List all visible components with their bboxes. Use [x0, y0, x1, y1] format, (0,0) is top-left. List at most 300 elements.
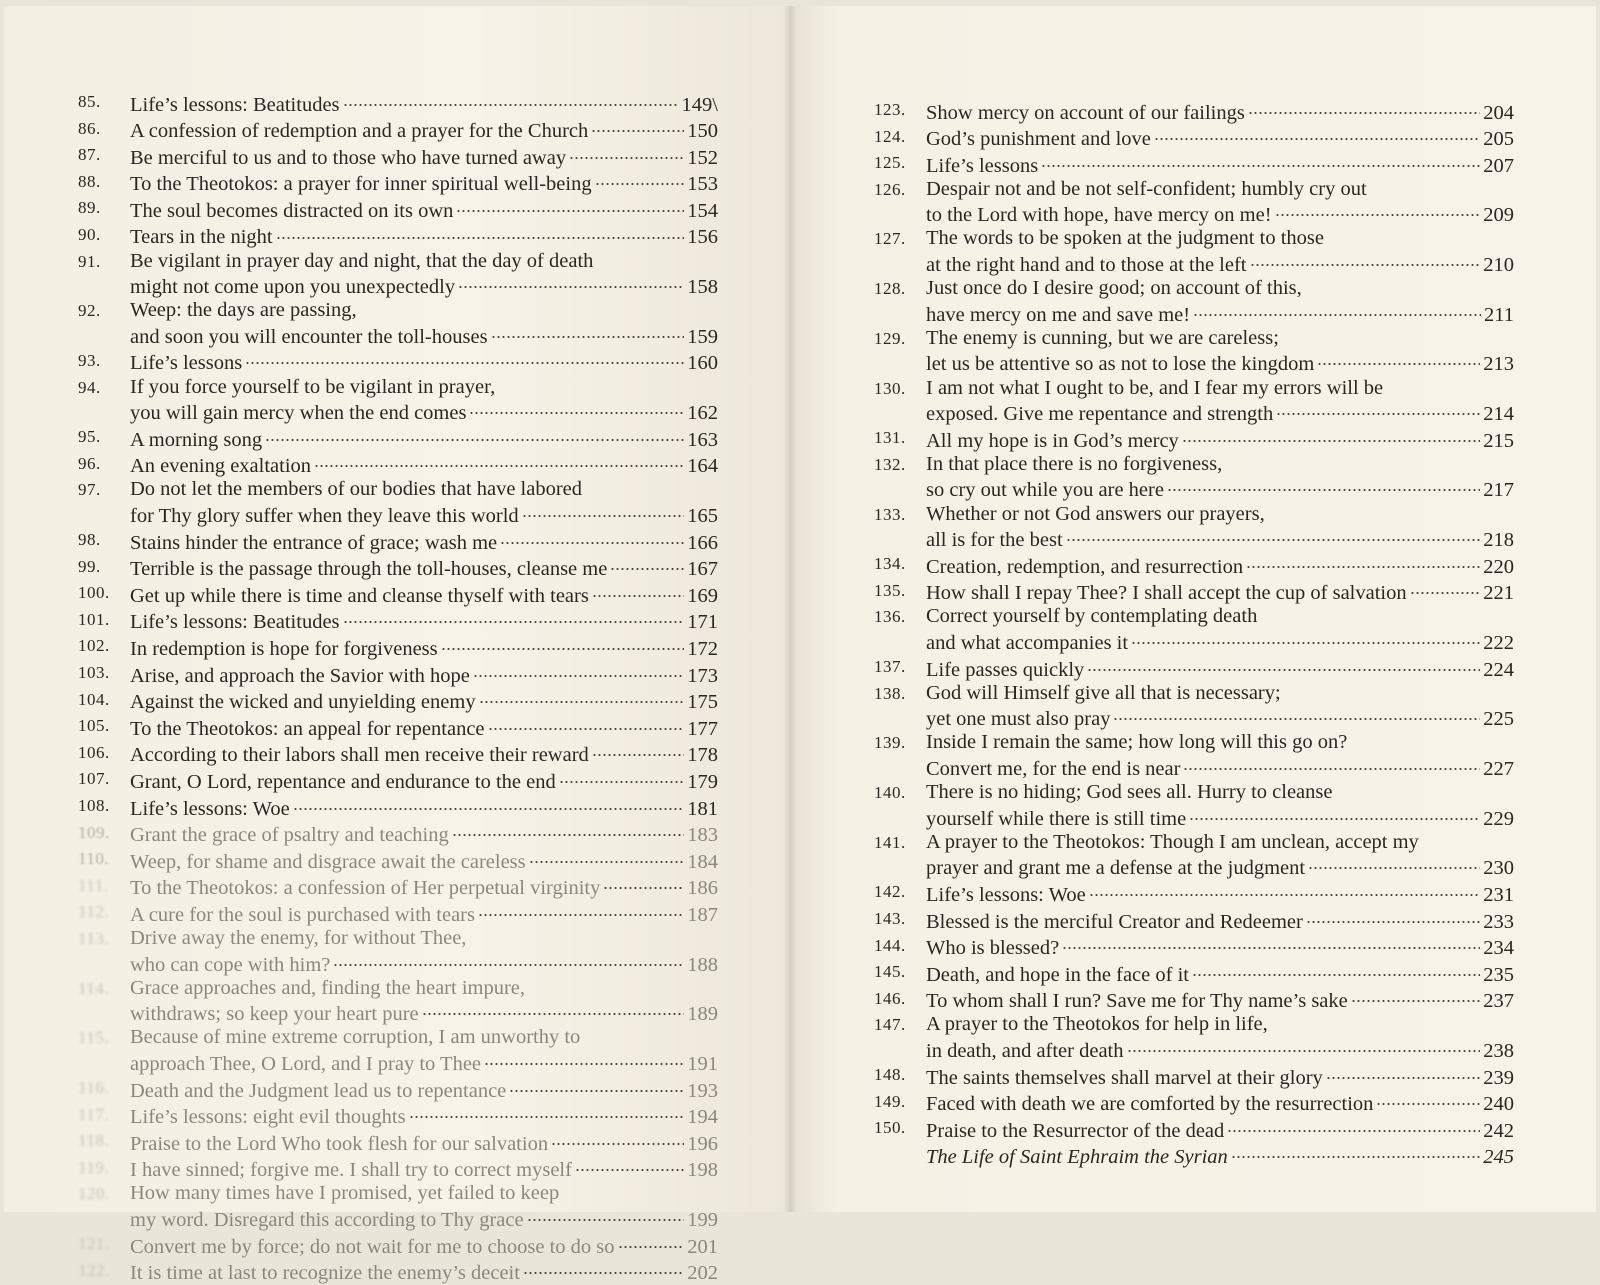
entry-number: 122.: [78, 1260, 110, 1280]
dot-leader: [488, 714, 685, 735]
toc-entry: [78, 478, 718, 528]
entry-number: 133.: [874, 504, 906, 524]
entry-number: 126.: [874, 179, 906, 199]
entry-title-line: [926, 1143, 1514, 1170]
dot-leader: [314, 452, 684, 473]
toc-entry: [78, 847, 718, 874]
entry-title-line: [926, 227, 1514, 250]
toc-entry: [874, 731, 1514, 781]
dot-leader: [1308, 854, 1480, 875]
entry-text: at the right hand and to those at the left: [926, 254, 1247, 277]
entry-text: Blessed is the merciful Creator and Redeemer: [926, 910, 1303, 933]
entry-title-line: [130, 714, 718, 741]
dot-leader: [1231, 1143, 1480, 1164]
page-number: 166: [687, 531, 718, 554]
entry-number: 132.: [874, 454, 906, 474]
dot-leader: [1410, 579, 1481, 600]
dot-leader: [293, 794, 685, 815]
entry-text: Praise to the Lord Who took flesh for our salvation: [130, 1132, 549, 1155]
entry-text: Show mercy on account of our failings: [926, 101, 1245, 124]
entry-title-line: [130, 977, 718, 1000]
entry-title-line: [926, 300, 1514, 327]
entry-number: 119.: [78, 1157, 110, 1177]
entry-number: 148.: [874, 1065, 906, 1085]
entry-number: 90.: [78, 224, 101, 244]
dot-leader: [1113, 705, 1480, 726]
toc-entry: [874, 277, 1514, 327]
entry-title-line: [926, 552, 1514, 579]
dot-leader: [479, 688, 685, 709]
entry-title-line: [130, 927, 718, 950]
entry-text: Life’s lessons: Beatitudes: [130, 611, 340, 634]
entry-text: Death, and hope in the face of it: [926, 963, 1189, 986]
entry-text: How shall I repay Thee? I shall accept the cup of salvation: [926, 582, 1407, 605]
dot-leader: [1189, 804, 1480, 825]
dot-leader: [559, 767, 684, 788]
toc-entry: [78, 555, 718, 582]
dot-leader: [522, 502, 685, 523]
toc-entry: [874, 552, 1514, 579]
entry-title: [926, 277, 1514, 327]
entry-title-line: [130, 1156, 718, 1183]
entry-number: 88.: [78, 171, 101, 191]
entry-number: 108.: [78, 796, 110, 816]
page-number: 238: [1483, 1039, 1514, 1062]
entry-number: 117.: [78, 1104, 110, 1124]
dot-leader: [592, 741, 684, 762]
page-number: 191: [687, 1052, 718, 1075]
entry-title-line: [926, 754, 1514, 781]
entry-number: 123.: [874, 100, 906, 119]
entry-title: [130, 90, 718, 117]
entry-text: God will Himself give all that is necessary;: [926, 681, 1281, 704]
entry-number: 142.: [874, 882, 906, 902]
entry-title-line: [130, 1103, 718, 1130]
entry-text: have mercy on me and save me!: [926, 303, 1191, 326]
book-gutter: [783, 6, 797, 1212]
entry-text: Be vigilant in prayer day and night, that the day of death: [130, 249, 594, 272]
dot-leader: [1154, 125, 1480, 146]
dot-leader: [603, 874, 684, 895]
dot-leader: [1317, 350, 1480, 371]
dot-leader: [618, 1232, 685, 1253]
entry-title: [130, 170, 718, 197]
page-number: 173: [687, 664, 718, 687]
entry-title: [130, 223, 718, 250]
dot-leader: [1276, 400, 1480, 421]
entry-title-line: [926, 98, 1514, 125]
entry-title-line: [926, 605, 1514, 628]
toc-entry: [874, 831, 1514, 881]
entry-text: How many times have I promised, yet failed to keep: [130, 1182, 560, 1205]
toc-entry: [78, 874, 718, 901]
entry-text: my word. Disregard this according to Thy grace: [130, 1209, 524, 1232]
dot-leader: [478, 900, 684, 921]
entry-title: [926, 1063, 1514, 1090]
page-number: 162: [687, 402, 718, 425]
entry-text: in death, and after death: [926, 1039, 1124, 1062]
page-number: 201: [687, 1235, 718, 1258]
dot-leader: [1193, 300, 1481, 321]
page-number: 194: [687, 1106, 718, 1129]
dot-leader: [527, 1206, 685, 1227]
entry-text: In redemption is hope for forgiveness: [130, 637, 438, 660]
entry-text: The words to be spoken at the judgment to those: [926, 227, 1324, 250]
entry-text: God’s punishment and love: [926, 128, 1151, 151]
entry-title-line: [130, 950, 718, 977]
entry-number: 130.: [874, 378, 906, 398]
entry-text: In that place there is no forgiveness,: [926, 452, 1223, 475]
entry-title-line: [130, 376, 718, 399]
entry-text: Despair not and be not self-confident; humbly cry out: [926, 177, 1367, 200]
toc-entry: [874, 907, 1514, 934]
entry-title-line: [130, 299, 718, 322]
entry-number: 111.: [78, 875, 109, 895]
dot-leader: [343, 90, 679, 111]
dot-leader: [1167, 476, 1480, 497]
entry-title-line: [130, 502, 718, 529]
toc-entry: [78, 528, 718, 555]
entry-title-line: [926, 987, 1514, 1014]
page-number: 221: [1483, 582, 1514, 605]
entry-title: [926, 503, 1514, 553]
page-number: 196: [687, 1132, 718, 1155]
toc-entry: [78, 349, 718, 376]
entry-number: 150.: [874, 1118, 906, 1138]
toc-entry: [874, 503, 1514, 553]
page-number: 230: [1483, 857, 1514, 880]
page-number: 211: [1484, 303, 1514, 326]
toc-entry: [874, 1090, 1514, 1117]
dot-leader: [1183, 754, 1480, 775]
entry-title-line: [926, 277, 1514, 300]
toc-entry: [78, 661, 718, 688]
entry-text: Be merciful to us and to those who have turned away: [130, 146, 567, 169]
entry-title-line: [926, 503, 1514, 526]
dot-leader: [591, 117, 684, 138]
dot-leader: [575, 1156, 684, 1177]
page-number: 233: [1483, 910, 1514, 933]
entry-title-line: [926, 781, 1514, 804]
book-spread: [4, 6, 1596, 1285]
entry-text: Against the wicked and unyielding enemy: [130, 691, 476, 714]
entry-number: 124.: [874, 126, 906, 146]
dot-leader: [1326, 1063, 1480, 1084]
entry-title: [130, 661, 718, 688]
page-number: 175: [687, 691, 718, 714]
page-number: 186: [687, 877, 718, 900]
entry-text: Terrible is the passage through the toll-houses, cleanse me: [130, 558, 608, 581]
entry-text: The soul becomes distracted on its own: [130, 199, 454, 222]
entry-title: [926, 960, 1514, 987]
entry-title: [130, 196, 718, 223]
entry-title: [130, 741, 718, 768]
entry-text: Do not let the members of our bodies that have labored: [130, 478, 583, 501]
entry-text: let us be attentive so as not to lose the kingdom: [926, 353, 1315, 376]
page-number: 183: [687, 824, 718, 847]
entry-title-line: [926, 201, 1514, 228]
entry-title: [926, 682, 1514, 732]
dot-leader: [458, 273, 684, 294]
page-number: 207: [1483, 154, 1514, 177]
entry-title-line: [130, 634, 718, 661]
toc-entry: [78, 170, 718, 197]
entry-title: [926, 552, 1514, 579]
entry-text: The saints themselves shall marvel at their glory: [926, 1066, 1323, 1089]
entry-number: 96.: [78, 453, 101, 473]
entry-title: [130, 299, 718, 349]
entry-title: [130, 425, 718, 452]
page-number: 227: [1483, 757, 1514, 780]
entry-title-line: [130, 1259, 718, 1285]
entry-number: 87.: [78, 145, 101, 165]
entry-title-line: [926, 476, 1514, 503]
toc-entry: [874, 178, 1514, 228]
entry-number: 89.: [78, 198, 101, 218]
toc-entry: [874, 426, 1514, 453]
entry-text: The Life of Saint Ephraim the Syrian: [926, 1146, 1228, 1169]
entry-text: Praise to the Resurrector of the dead: [926, 1119, 1225, 1142]
entry-title-line: [130, 90, 718, 117]
entry-number: 114.: [78, 978, 110, 998]
entry-title: [130, 376, 718, 426]
entry-text: Convert me by force; do not wait for me to choose to do so: [130, 1235, 615, 1258]
entry-text: I am not what I ought to be, and I fear my errors will be: [926, 376, 1384, 399]
toc-entry: [78, 1232, 718, 1259]
entry-title: [130, 1026, 718, 1076]
entry-number: 121.: [78, 1234, 110, 1254]
entry-text: all is for the best: [926, 529, 1063, 552]
entry-text: Life’s lessons: Beatitudes: [130, 93, 340, 116]
entry-title: [926, 1143, 1514, 1170]
entry-title-line: [926, 579, 1514, 606]
entry-text: Weep: the days are passing,: [130, 299, 357, 322]
entry-title: [130, 1076, 718, 1103]
entry-text: Grace approaches and, finding the heart impure,: [130, 976, 526, 999]
entry-text: It is time at last to recognize the enemy’s deceit: [130, 1262, 520, 1285]
page-number: 198: [687, 1159, 718, 1182]
entry-title: [926, 426, 1514, 453]
page-number: 150: [687, 120, 718, 143]
entry-title-line: [926, 1036, 1514, 1063]
entry-text: To the Theotokos: a confession of Her perpetual virginity: [130, 877, 601, 900]
toc-entry: [78, 90, 718, 117]
toc-entry: [78, 634, 718, 661]
entry-text: and what accompanies it: [926, 631, 1129, 654]
entry-number: 97.: [78, 480, 101, 500]
entry-number: 144.: [874, 935, 906, 955]
entry-title-line: [926, 682, 1514, 705]
entry-number: 105.: [78, 716, 110, 736]
entry-text: Convert me, for the end is near: [926, 757, 1181, 780]
entry-title-line: [130, 1129, 718, 1156]
entry-title-line: [926, 960, 1514, 987]
entry-text: Whether or not God answers our prayers,: [926, 502, 1265, 525]
entry-text: approach Thee, O Lord, and I pray to Thee: [130, 1052, 482, 1075]
entry-title-line: [926, 655, 1514, 682]
entry-title-line: [926, 426, 1514, 453]
entry-title-line: [130, 528, 718, 555]
entry-title-line: [130, 1076, 718, 1103]
entry-title-line: [926, 854, 1514, 881]
dot-leader: [1250, 251, 1481, 272]
toc-entry: [78, 1076, 718, 1103]
page-number: 239: [1483, 1066, 1514, 1089]
entry-text: prayer and grant me a defense at the judgment: [926, 857, 1306, 880]
entry-text: According to their labors shall men receive their reward: [130, 744, 589, 767]
entry-number: 94.: [78, 377, 101, 397]
toc-entry: [78, 608, 718, 635]
entry-number: 104.: [78, 689, 110, 709]
entry-title-line: [926, 831, 1514, 854]
entry-text: might not come upon you unexpectedly: [130, 276, 456, 299]
entry-title-line: [130, 250, 718, 273]
entry-title-line: [926, 1090, 1514, 1117]
entry-text: Correct yourself by contemplating death: [926, 605, 1258, 628]
entry-number: 147.: [874, 1015, 906, 1035]
dot-leader: [484, 1049, 684, 1070]
page-number: 159: [687, 325, 718, 348]
toc-entry: [78, 688, 718, 715]
toc-entry: [78, 299, 718, 349]
dot-leader: [1062, 934, 1480, 955]
dot-leader: [333, 950, 684, 971]
entry-title: [926, 731, 1514, 781]
dot-leader: [592, 581, 684, 602]
entry-title-line: [130, 661, 718, 688]
entry-title-line: [130, 1000, 718, 1027]
entry-number: 125.: [874, 153, 906, 173]
page-number: 152: [687, 146, 718, 169]
entry-title: [130, 821, 718, 848]
dot-leader: [1127, 1036, 1481, 1057]
entry-title-line: [926, 526, 1514, 553]
toc-entry: [78, 1103, 718, 1130]
entry-number: 107.: [78, 769, 110, 789]
entry-title-line: [130, 900, 718, 927]
entry-title: [130, 1259, 718, 1285]
dot-leader: [1227, 1116, 1480, 1137]
dot-leader: [422, 1000, 685, 1021]
dot-leader: [1248, 98, 1480, 119]
page-number: 225: [1483, 708, 1514, 731]
entry-number: 95.: [78, 427, 101, 447]
entry-text: To the Theotokos: an appeal for repentance: [130, 717, 485, 740]
entry-number: 116.: [78, 1078, 110, 1098]
dot-leader: [1192, 960, 1480, 981]
entry-title: [130, 1156, 718, 1183]
toc-entry: [78, 900, 718, 927]
entry-text: you will gain mercy when the end comes: [130, 402, 467, 425]
entry-text: Life’s lessons: Woe: [926, 883, 1086, 906]
toc-entry: [78, 927, 718, 977]
entry-title: [926, 227, 1514, 277]
entry-number: 136.: [874, 607, 906, 627]
toc-entry: [78, 452, 718, 479]
entry-title-line: [130, 1049, 718, 1076]
entry-number: 129.: [874, 328, 906, 348]
entry-text: Grant the grace of psaltry and teaching: [130, 824, 449, 847]
page-number: 193: [687, 1079, 718, 1102]
entry-text: To whom shall I run? Save me for Thy name’s sake: [926, 990, 1348, 1013]
dot-leader: [1376, 1090, 1480, 1111]
entry-title-line: [130, 608, 718, 635]
page-number: 229: [1483, 807, 1514, 830]
dot-leader: [1066, 526, 1481, 547]
entry-title-line: [926, 125, 1514, 152]
toc-entry: [874, 1116, 1514, 1143]
page-number: 215: [1483, 429, 1514, 452]
toc-entry: [874, 781, 1514, 831]
dot-leader: [452, 821, 684, 842]
toc-entry: [78, 714, 718, 741]
entry-title: [130, 608, 718, 635]
entry-text: If you force yourself to be vigilant in prayer,: [130, 375, 496, 398]
entry-title-line: [926, 907, 1514, 934]
entry-text: Inside I remain the same; how long will this go on?: [926, 731, 1348, 754]
entry-number: 140.: [874, 783, 906, 803]
dot-leader: [343, 608, 685, 629]
entry-title: [926, 178, 1514, 228]
entry-number: 143.: [874, 909, 906, 928]
entry-title: [130, 1232, 718, 1259]
entry-number: 137.: [874, 657, 906, 677]
entry-title: [926, 453, 1514, 503]
toc-entry: [874, 453, 1514, 503]
toc-entry: [78, 581, 718, 608]
entry-text: yet one must also pray: [926, 708, 1111, 731]
toc-entry: [874, 655, 1514, 682]
page-number: 210: [1483, 254, 1514, 277]
toc-entry: [78, 1259, 718, 1285]
page-number: 217: [1483, 479, 1514, 502]
toc-entry: [78, 425, 718, 452]
entry-text: Because of mine extreme corruption, I am unworthy to: [130, 1026, 581, 1049]
entry-number: 86.: [78, 118, 101, 138]
entry-text: A morning song: [130, 428, 263, 451]
dot-leader: [569, 143, 684, 164]
dot-leader: [595, 170, 685, 191]
entry-title: [130, 528, 718, 555]
dot-leader: [456, 196, 684, 217]
entry-number: [874, 1143, 926, 1170]
entry-text: Life’s lessons: eight evil thoughts: [130, 1106, 406, 1129]
entry-title-line: [926, 1116, 1514, 1143]
page-number: 188: [687, 953, 718, 976]
dot-leader: [1041, 151, 1480, 172]
page-number: 171: [687, 611, 718, 634]
entry-title: [130, 143, 718, 170]
entry-text: so cry out while you are here: [926, 479, 1164, 502]
entry-number: 100.: [78, 583, 110, 603]
entry-title: [926, 934, 1514, 961]
entry-text: An evening exaltation: [130, 455, 312, 478]
toc-entry: [874, 934, 1514, 961]
entry-title: [130, 478, 718, 528]
entry-number: 112.: [78, 902, 110, 922]
toc-entry: [78, 250, 718, 300]
entry-text: Death and the Judgment lead us to repentance: [130, 1079, 507, 1102]
entry-title: [926, 1090, 1514, 1117]
toc-entry: [78, 376, 718, 426]
entry-title: [130, 349, 718, 376]
toc-entry: [78, 143, 718, 170]
page-number: 181: [687, 797, 718, 820]
entry-title: [130, 767, 718, 794]
entry-number: 145.: [874, 962, 906, 982]
entry-number: 101.: [78, 609, 110, 629]
toc-entry: [874, 960, 1514, 987]
